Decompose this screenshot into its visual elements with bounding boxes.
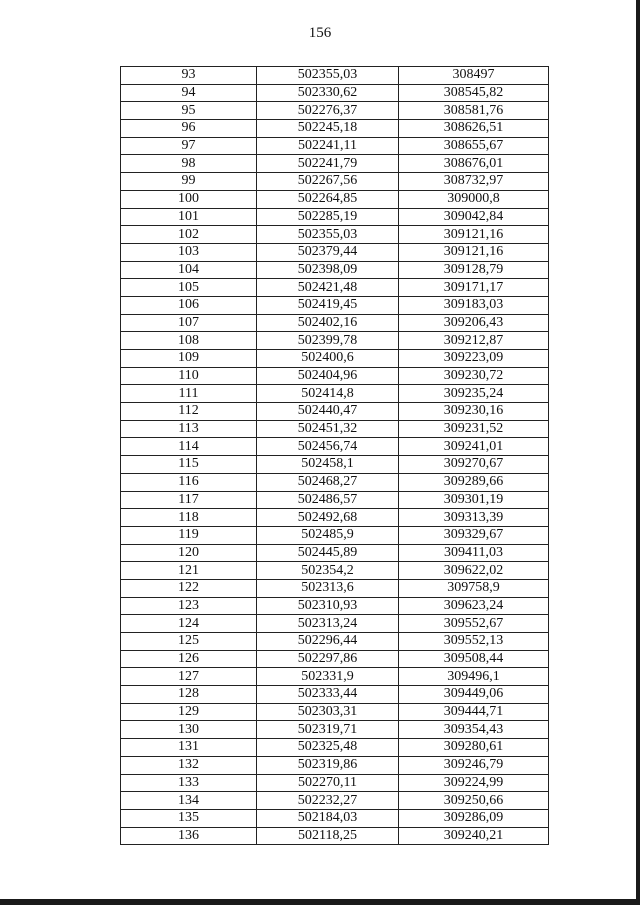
y-coordinate-cell: 309270,67 [399, 456, 549, 474]
table-row [121, 120, 549, 138]
y-coordinate-cell: 309206,43 [399, 314, 549, 332]
y-coordinate-cell: 309508,44 [399, 650, 549, 668]
x-coordinate-cell: 502421,48 [257, 279, 399, 297]
x-coordinate-cell: 502276,37 [257, 102, 399, 120]
point-number-cell: 123 [121, 597, 257, 615]
table-row [121, 509, 549, 527]
point-number-cell: 125 [121, 633, 257, 651]
table-row [121, 190, 549, 208]
point-number-cell: 106 [121, 296, 257, 314]
table-row [121, 686, 549, 704]
y-coordinate-cell: 309496,1 [399, 668, 549, 686]
point-number-cell: 93 [121, 67, 257, 85]
x-coordinate-cell: 502325,48 [257, 739, 399, 757]
point-number-cell: 96 [121, 120, 257, 138]
x-coordinate-cell: 502398,09 [257, 261, 399, 279]
y-coordinate-cell: 309552,13 [399, 633, 549, 651]
y-coordinate-cell: 309042,84 [399, 208, 549, 226]
page-number: 156 [308, 25, 332, 41]
point-number-cell: 117 [121, 491, 257, 509]
x-coordinate-cell: 502303,31 [257, 703, 399, 721]
table-row [121, 526, 549, 544]
point-number-cell: 102 [121, 226, 257, 244]
point-number-cell: 135 [121, 809, 257, 827]
x-coordinate-cell: 502451,32 [257, 420, 399, 438]
table-row [121, 226, 549, 244]
x-coordinate-cell: 502354,2 [257, 562, 399, 580]
x-coordinate-cell: 502313,6 [257, 579, 399, 597]
table-row [121, 243, 549, 261]
point-number-cell: 105 [121, 279, 257, 297]
x-coordinate-cell: 502414,8 [257, 385, 399, 403]
y-coordinate-cell: 308545,82 [399, 84, 549, 102]
table-row [121, 739, 549, 757]
point-number-cell: 101 [121, 208, 257, 226]
y-coordinate-cell: 309212,87 [399, 332, 549, 350]
y-coordinate-cell: 309231,52 [399, 420, 549, 438]
table-row [121, 792, 549, 810]
y-coordinate-cell: 308497 [399, 67, 549, 85]
y-coordinate-cell: 308626,51 [399, 120, 549, 138]
x-coordinate-cell: 502456,74 [257, 438, 399, 456]
table-row [121, 703, 549, 721]
coordinates-table [120, 66, 549, 845]
table-row [121, 367, 549, 385]
y-coordinate-cell: 309241,01 [399, 438, 549, 456]
point-number-cell: 108 [121, 332, 257, 350]
x-coordinate-cell: 502468,27 [257, 473, 399, 491]
table-row [121, 208, 549, 226]
x-coordinate-cell: 502399,78 [257, 332, 399, 350]
x-coordinate-cell: 502404,96 [257, 367, 399, 385]
table-row [121, 650, 549, 668]
x-coordinate-cell: 502245,18 [257, 120, 399, 138]
point-number-cell: 132 [121, 756, 257, 774]
x-coordinate-cell: 502440,47 [257, 403, 399, 421]
point-number-cell: 131 [121, 739, 257, 757]
x-coordinate-cell: 502458,1 [257, 456, 399, 474]
x-coordinate-cell: 502319,86 [257, 756, 399, 774]
y-coordinate-cell: 309313,39 [399, 509, 549, 527]
table-row [121, 314, 549, 332]
table-row [121, 102, 549, 120]
x-coordinate-cell: 502267,56 [257, 173, 399, 191]
table-row [121, 385, 549, 403]
y-coordinate-cell: 309240,21 [399, 827, 549, 845]
point-number-cell: 99 [121, 173, 257, 191]
x-coordinate-cell: 502355,03 [257, 226, 399, 244]
point-number-cell: 136 [121, 827, 257, 845]
point-number-cell: 112 [121, 403, 257, 421]
y-coordinate-cell: 309289,66 [399, 473, 549, 491]
table-row [121, 579, 549, 597]
table-row [121, 350, 549, 368]
y-coordinate-cell: 309246,79 [399, 756, 549, 774]
y-coordinate-cell: 309171,17 [399, 279, 549, 297]
point-number-cell: 120 [121, 544, 257, 562]
y-coordinate-cell: 309000,8 [399, 190, 549, 208]
y-coordinate-cell: 309623,24 [399, 597, 549, 615]
y-coordinate-cell: 309280,61 [399, 739, 549, 757]
x-coordinate-cell: 502486,57 [257, 491, 399, 509]
y-coordinate-cell: 309354,43 [399, 721, 549, 739]
table-row [121, 137, 549, 155]
x-coordinate-cell: 502241,79 [257, 155, 399, 173]
point-number-cell: 100 [121, 190, 257, 208]
point-number-cell: 124 [121, 615, 257, 633]
point-number-cell: 104 [121, 261, 257, 279]
x-coordinate-cell: 502310,93 [257, 597, 399, 615]
y-coordinate-cell: 309250,66 [399, 792, 549, 810]
table-row [121, 296, 549, 314]
x-coordinate-cell: 502270,11 [257, 774, 399, 792]
x-coordinate-cell: 502400,6 [257, 350, 399, 368]
y-coordinate-cell: 308581,76 [399, 102, 549, 120]
table-row [121, 827, 549, 845]
point-number-cell: 134 [121, 792, 257, 810]
y-coordinate-cell: 309128,79 [399, 261, 549, 279]
y-coordinate-cell: 309622,02 [399, 562, 549, 580]
y-coordinate-cell: 309329,67 [399, 526, 549, 544]
y-coordinate-cell: 309121,16 [399, 226, 549, 244]
coordinates-table-body [121, 67, 549, 845]
table-row [121, 473, 549, 491]
y-coordinate-cell: 308732,97 [399, 173, 549, 191]
y-coordinate-cell: 309230,16 [399, 403, 549, 421]
point-number-cell: 110 [121, 367, 257, 385]
point-number-cell: 98 [121, 155, 257, 173]
table-row [121, 756, 549, 774]
table-row [121, 491, 549, 509]
y-coordinate-cell: 308676,01 [399, 155, 549, 173]
y-coordinate-cell: 309223,09 [399, 350, 549, 368]
point-number-cell: 107 [121, 314, 257, 332]
y-coordinate-cell: 308655,67 [399, 137, 549, 155]
point-number-cell: 111 [121, 385, 257, 403]
x-coordinate-cell: 502379,44 [257, 243, 399, 261]
table-row [121, 67, 549, 85]
x-coordinate-cell: 502330,62 [257, 84, 399, 102]
point-number-cell: 118 [121, 509, 257, 527]
table-row [121, 279, 549, 297]
y-coordinate-cell: 309286,09 [399, 809, 549, 827]
point-number-cell: 114 [121, 438, 257, 456]
y-coordinate-cell: 309449,06 [399, 686, 549, 704]
table-row [121, 544, 549, 562]
table-row [121, 438, 549, 456]
point-number-cell: 128 [121, 686, 257, 704]
y-coordinate-cell: 309411,03 [399, 544, 549, 562]
y-coordinate-cell: 309758,9 [399, 579, 549, 597]
table-row [121, 173, 549, 191]
x-coordinate-cell: 502296,44 [257, 633, 399, 651]
table-row [121, 403, 549, 421]
x-coordinate-cell: 502492,68 [257, 509, 399, 527]
table-row [121, 668, 549, 686]
x-coordinate-cell: 502331,9 [257, 668, 399, 686]
table-row [121, 615, 549, 633]
point-number-cell: 129 [121, 703, 257, 721]
x-coordinate-cell: 502319,71 [257, 721, 399, 739]
y-coordinate-cell: 309235,24 [399, 385, 549, 403]
table-row [121, 332, 549, 350]
point-number-cell: 113 [121, 420, 257, 438]
x-coordinate-cell: 502264,85 [257, 190, 399, 208]
table-row [121, 562, 549, 580]
point-number-cell: 122 [121, 579, 257, 597]
table-row [121, 774, 549, 792]
x-coordinate-cell: 502313,24 [257, 615, 399, 633]
point-number-cell: 115 [121, 456, 257, 474]
y-coordinate-cell: 309552,67 [399, 615, 549, 633]
scan-edge-right [636, 0, 640, 905]
table-row [121, 84, 549, 102]
point-number-cell: 95 [121, 102, 257, 120]
x-coordinate-cell: 502445,89 [257, 544, 399, 562]
x-coordinate-cell: 502355,03 [257, 67, 399, 85]
y-coordinate-cell: 309444,71 [399, 703, 549, 721]
table-row [121, 721, 549, 739]
table-row [121, 597, 549, 615]
point-number-cell: 126 [121, 650, 257, 668]
point-number-cell: 97 [121, 137, 257, 155]
table-row [121, 809, 549, 827]
x-coordinate-cell: 502285,19 [257, 208, 399, 226]
y-coordinate-cell: 309224,99 [399, 774, 549, 792]
x-coordinate-cell: 502118,25 [257, 827, 399, 845]
scan-edge-bottom [0, 899, 640, 905]
table-row [121, 155, 549, 173]
y-coordinate-cell: 309301,19 [399, 491, 549, 509]
x-coordinate-cell: 502485,9 [257, 526, 399, 544]
x-coordinate-cell: 502419,45 [257, 296, 399, 314]
point-number-cell: 103 [121, 243, 257, 261]
y-coordinate-cell: 309121,16 [399, 243, 549, 261]
table-row [121, 456, 549, 474]
point-number-cell: 109 [121, 350, 257, 368]
table-row [121, 420, 549, 438]
table-row [121, 633, 549, 651]
x-coordinate-cell: 502333,44 [257, 686, 399, 704]
point-number-cell: 127 [121, 668, 257, 686]
point-number-cell: 130 [121, 721, 257, 739]
y-coordinate-cell: 309230,72 [399, 367, 549, 385]
point-number-cell: 94 [121, 84, 257, 102]
point-number-cell: 133 [121, 774, 257, 792]
point-number-cell: 116 [121, 473, 257, 491]
x-coordinate-cell: 502184,03 [257, 809, 399, 827]
x-coordinate-cell: 502297,86 [257, 650, 399, 668]
point-number-cell: 121 [121, 562, 257, 580]
table-row [121, 261, 549, 279]
x-coordinate-cell: 502241,11 [257, 137, 399, 155]
x-coordinate-cell: 502232,27 [257, 792, 399, 810]
x-coordinate-cell: 502402,16 [257, 314, 399, 332]
point-number-cell: 119 [121, 526, 257, 544]
y-coordinate-cell: 309183,03 [399, 296, 549, 314]
